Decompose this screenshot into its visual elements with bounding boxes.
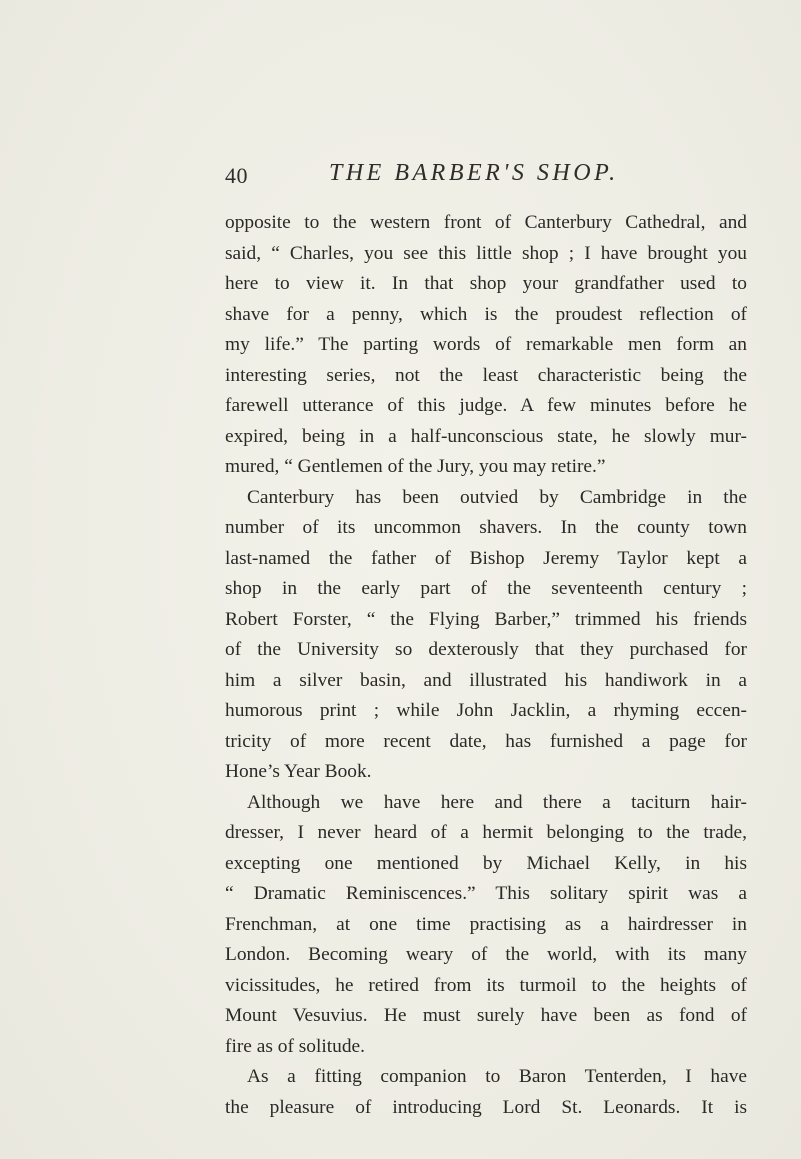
- text-line: tricity of more recent date, has furnished a page for: [225, 730, 747, 752]
- text-line: said, “ Charles, you see this little shop ; I have brought you: [225, 242, 747, 264]
- text-line: “ Dramatic Reminiscences.” This solitary spirit was a: [225, 883, 747, 904]
- body-text: [225, 208, 747, 1123]
- text-line: opposite to the western front of Canterbury Cathedral, and: [225, 212, 747, 233]
- text-line: expired, being in a half-unconscious state, he slowly mur-: [225, 425, 747, 447]
- text-line: here to view it. In that shop your grandfather used to: [225, 273, 747, 294]
- page-number: 40: [225, 163, 248, 188]
- text-line: fire as of solitude.: [225, 1035, 366, 1057]
- text-line: excepting one mentioned by Michael Kelly, in his: [225, 852, 747, 874]
- text-line: farewell utterance of this judge. A few minutes before he: [225, 395, 747, 416]
- text-line: Robert Forster, “ the Flying Barber,” trimmed his friends: [225, 608, 747, 630]
- text-line: last-named the father of Bishop Jeremy Taylor kept a: [225, 547, 747, 569]
- text-line: dresser, I never heard of a hermit belonging to the trade,: [225, 822, 747, 843]
- text-line: Frenchman, at one time practising as a hairdresser in: [225, 913, 747, 935]
- text-line: vicissitudes, he retired from its turmoil to the heights of: [225, 974, 747, 996]
- text-line: the pleasure of introducing Lord St. Leonards. It is: [225, 1096, 747, 1118]
- running-head: [225, 160, 745, 194]
- text-line: number of its uncommon shavers. In the county town: [225, 517, 747, 538]
- text-line: Hone’s Year Book.: [225, 761, 372, 782]
- text-line: shop in the early part of the seventeenth century ;: [225, 578, 747, 599]
- text-line: shave for a penny, which is the proudest reflection of: [225, 303, 747, 325]
- text-line: of the University so dexterously that they purchased for: [225, 639, 747, 660]
- text-line: As a fitting companion to Baron Tenterden, I have: [247, 1066, 747, 1087]
- text-line: London. Becoming weary of the world, with its many: [225, 944, 747, 965]
- text-line: my life.” The parting words of remarkable men form an: [225, 334, 747, 355]
- text-line: him a silver basin, and illustrated his handiwork in a: [225, 669, 747, 691]
- text-line: Although we have here and there a taciturn hair-: [247, 791, 747, 813]
- text-line: mured, “ Gentlemen of the Jury, you may retire.”: [225, 456, 606, 477]
- text-line: Canterbury has been outvied by Cambridge in the: [247, 486, 747, 508]
- text-line: humorous print ; while John Jacklin, a rhyming eccen-: [225, 700, 747, 721]
- running-title: THE BARBER'S SHOP.: [329, 160, 619, 186]
- text-line: Mount Vesuvius. He must surely have been as fond of: [225, 1005, 747, 1026]
- text-line: interesting series, not the least characteristic being the: [225, 364, 747, 386]
